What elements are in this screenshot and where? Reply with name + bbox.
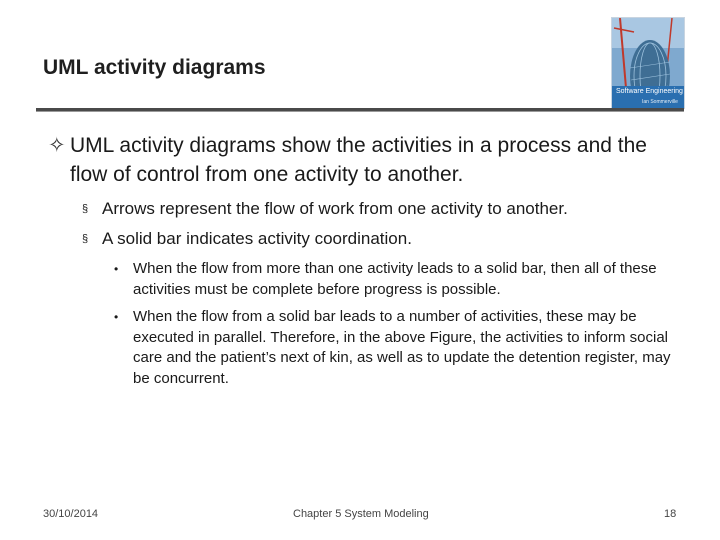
bullet-level2 bbox=[82, 198, 682, 220]
footer-date: 30/10/2014 bbox=[43, 508, 99, 520]
bullet-text: A solid bar indicates activity coordination. bbox=[102, 229, 412, 248]
bullet-marker: • bbox=[114, 262, 119, 276]
footer-page-number: 18 bbox=[664, 508, 677, 520]
bullet-marker: § bbox=[82, 203, 89, 215]
cover-title: Software Engineering bbox=[616, 88, 683, 95]
bullet-marker: ✧ bbox=[48, 134, 66, 157]
footer-chapter: Chapter 5 System Modeling bbox=[293, 508, 429, 520]
cover-subtitle: Ian Sommerville bbox=[642, 99, 678, 105]
bullet-text: When the flow from a solid bar leads to a number of activities, these may be executed in parallel. Therefore, in the above Figure, the activities to inform social care and the patient’s next of kin, as well as to update the detention register, may be concurrent. bbox=[133, 308, 671, 387]
bullet-level3 bbox=[114, 259, 678, 300]
bullet-level1 bbox=[48, 131, 668, 189]
bullet-text: Arrows represent the flow of work from one activity to another. bbox=[102, 199, 568, 218]
bullet-level2 bbox=[82, 228, 682, 250]
bullet-text: UML activity diagrams show the activities in a process and the flow of control from one activity to another. bbox=[70, 134, 647, 186]
bullet-level3 bbox=[114, 307, 678, 389]
book-cover-image bbox=[611, 17, 685, 109]
bullet-marker: • bbox=[114, 310, 119, 324]
slide-title: UML activity diagrams bbox=[43, 56, 266, 79]
bullet-text: When the flow from more than one activity leads to a solid bar, then all of these activities must be complete before progress is possible. bbox=[133, 260, 657, 298]
title-underline-shadow bbox=[36, 111, 684, 112]
bullet-marker: § bbox=[82, 233, 89, 245]
